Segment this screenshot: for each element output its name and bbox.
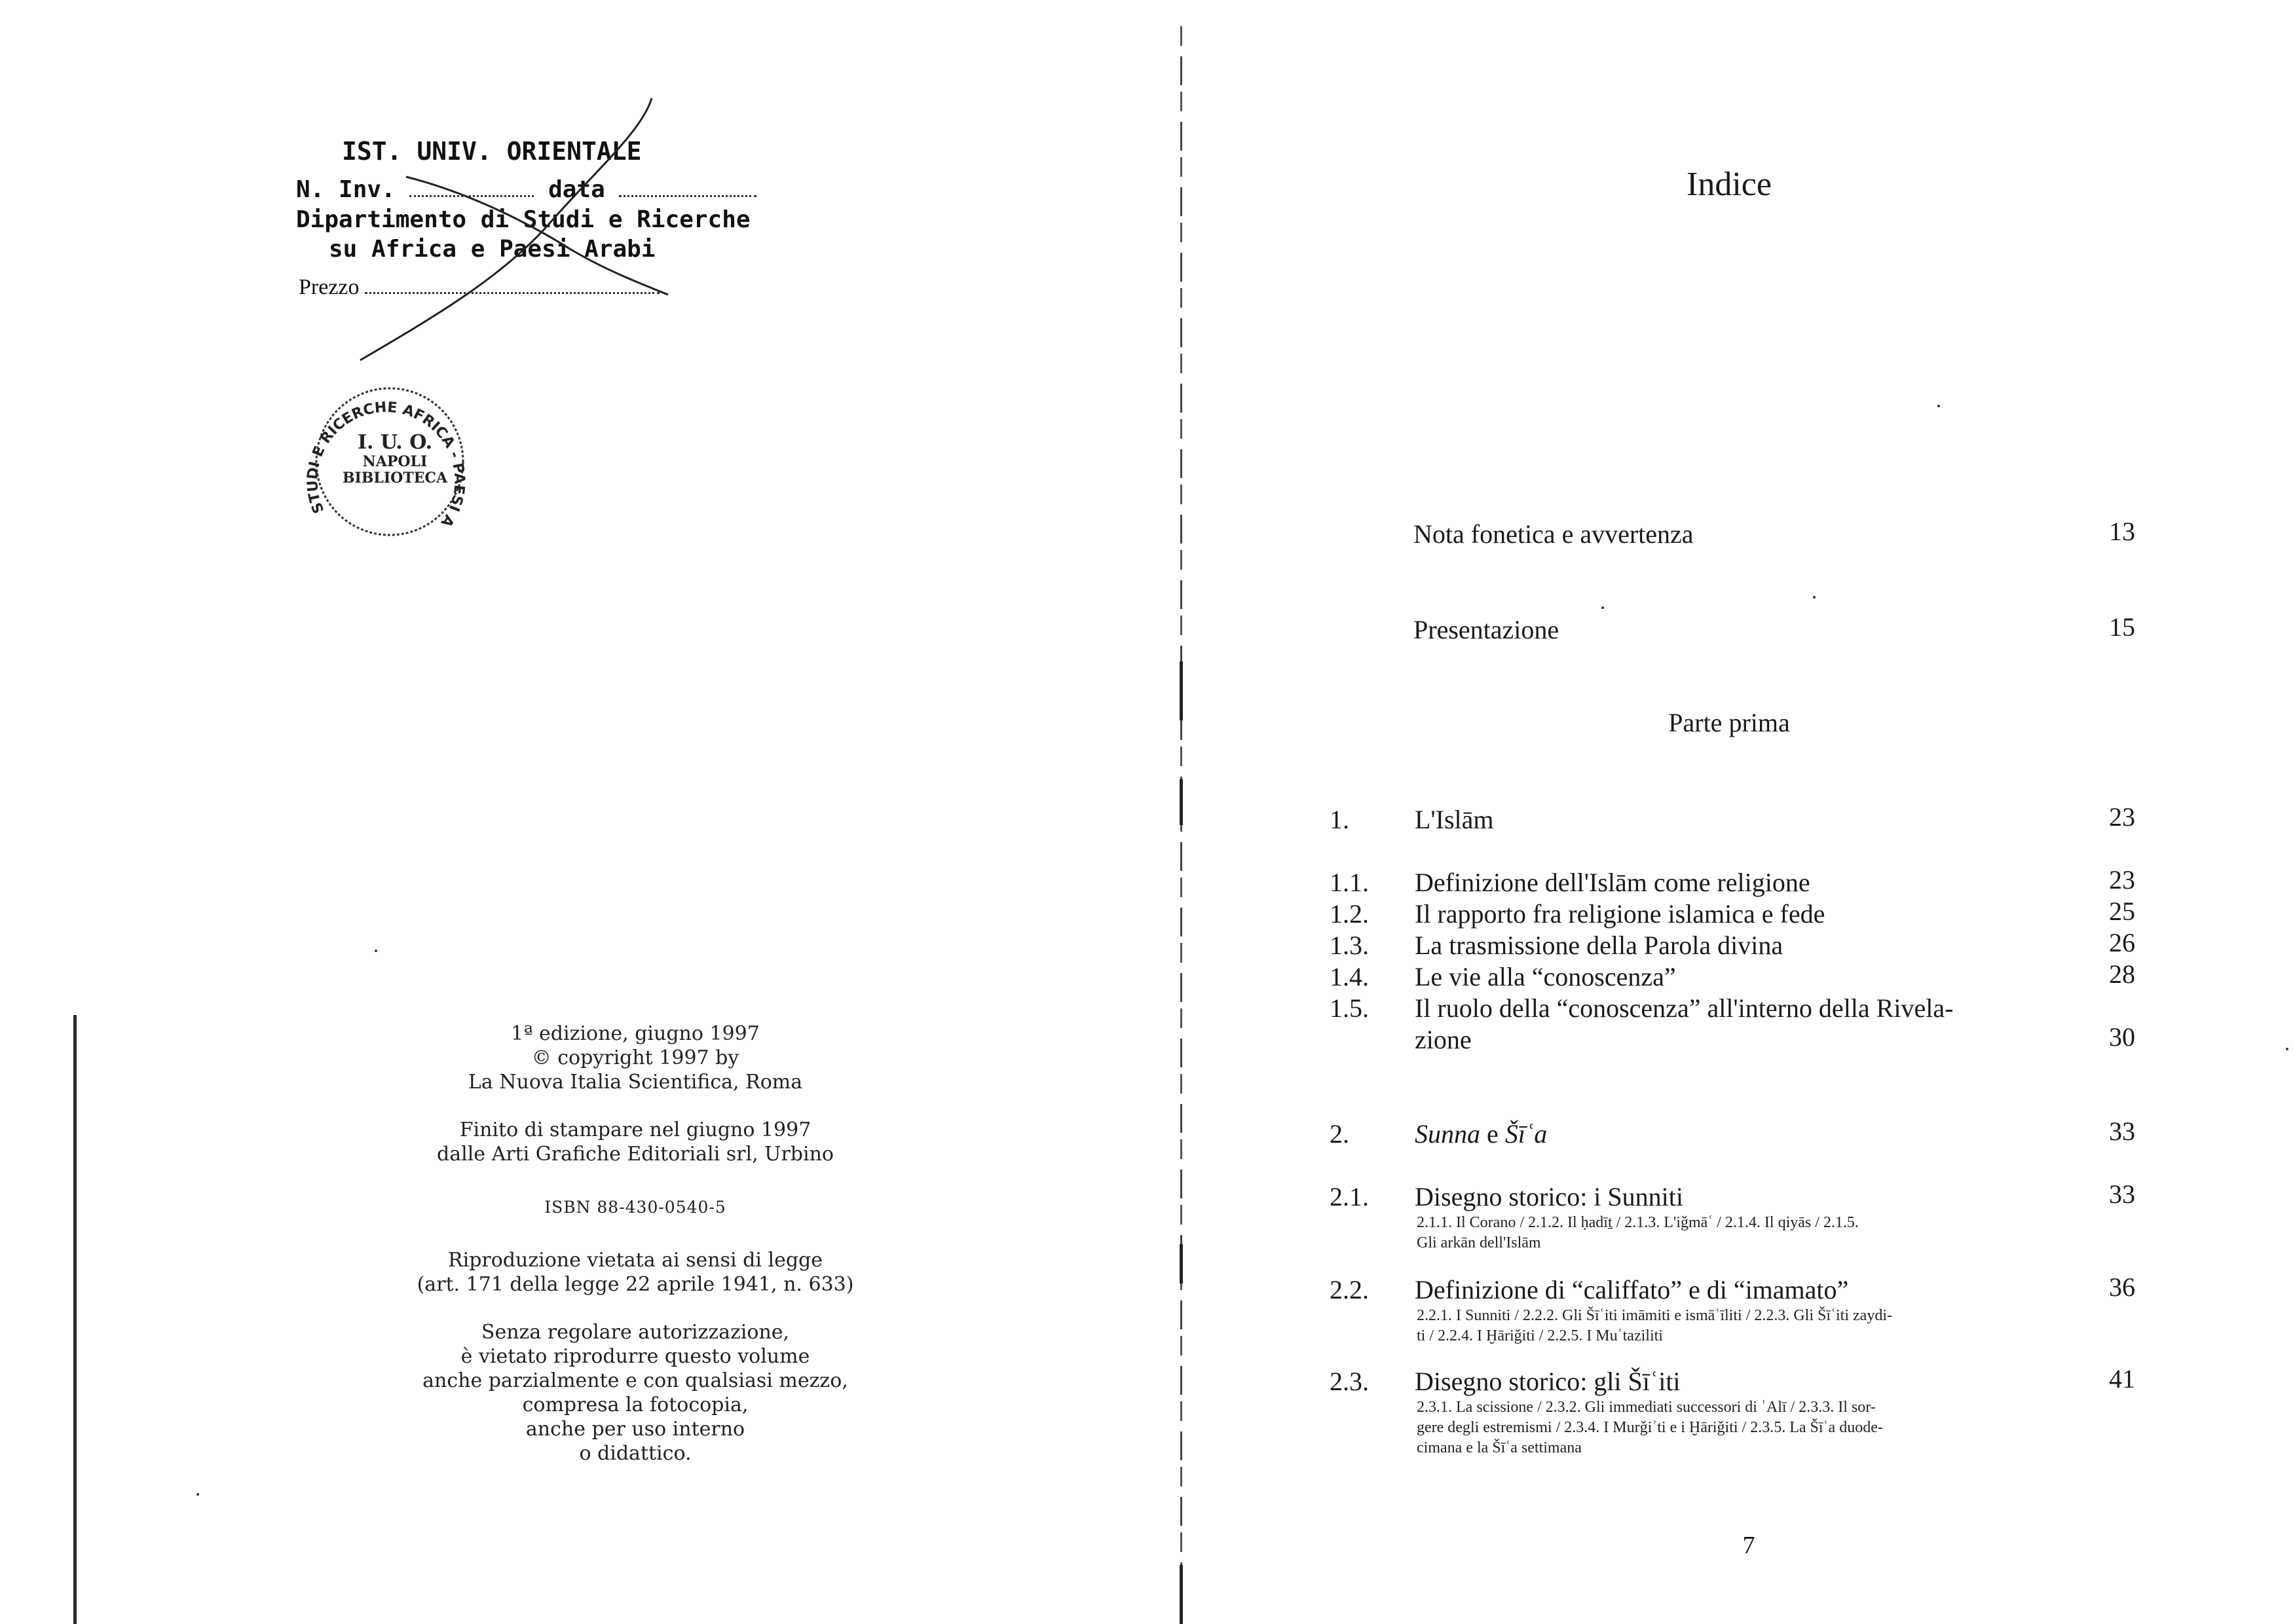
toc-entry-page: 15 (2109, 612, 2135, 642)
toc-entry-number: 2. (1330, 1119, 1349, 1149)
toc-entry-title: Il ruolo della “conoscenza” all'interno della Rivela- (1415, 993, 1954, 1023)
toc-entry-title: Definizione di “califfato” e di “imamato” (1415, 1275, 1849, 1304)
toc-entry-title: Definizione dell'Islām come religione (1415, 868, 1810, 897)
toc-entry-number: 1.4. (1330, 962, 1369, 991)
toc-entry-page: 36 (2109, 1272, 2135, 1302)
gutter-mark (1180, 1565, 1183, 1624)
scan-edge-shadow (73, 1015, 77, 1624)
part-title: Parte prima (1668, 708, 1790, 737)
toc-entry-title: Disegno storico: gli Šīʿiti (1415, 1367, 1681, 1396)
seal-arc-text: STUDI E RICERCHE AFRICA - PAESI A (305, 399, 468, 530)
notice-line-6: o didattico. (579, 1442, 692, 1465)
toc-subsections: 2.2.1. I Sunniti / 2.2.2. Gli Šīʿiti imāmiti e ismāʿīliti / 2.2.3. Gli Šīʿiti zaydi- (1417, 1307, 1892, 1324)
toc-subsections: cimana e la Šīʿa settimana (1417, 1439, 1582, 1456)
toc-entry-page: 33 (2109, 1116, 2135, 1146)
toc-entry-title: Il rapporto fra religione islamica e fede (1415, 899, 1825, 929)
stamp-data-label: data (548, 176, 605, 203)
gutter-mark (1180, 779, 1183, 825)
toc-entry-page: 30 (2109, 1022, 2135, 1052)
toc-entry-title-italic: Sunna (1415, 1119, 1480, 1149)
toc-entry-page: 26 (2109, 928, 2135, 957)
reproduction-line-2: (art. 171 della legge 22 aprile 1941, n. 633) (417, 1273, 854, 1296)
seal-line-2: NAPOLI (362, 453, 428, 470)
toc-entry-number: 1.2. (1330, 899, 1369, 929)
toc-entry-title: Presentazione (1413, 615, 1559, 644)
library-seal (298, 380, 488, 550)
toc-subsections: Gli arkān dell'Islām (1417, 1234, 1541, 1251)
page-gutter (1180, 26, 1182, 1624)
toc-entry-title: Disegno storico: i Sunniti (1415, 1182, 1683, 1211)
stamp-department-1: Dipartimento di Studi e Ricerche (296, 206, 751, 233)
scan-speck (1937, 405, 1940, 407)
toc-entry-title: Nota fonetica e avvertenza (1413, 519, 1694, 549)
stamp-institution: IST. UNIV. ORIENTALE (342, 137, 642, 166)
scan-speck (2286, 1048, 2288, 1050)
scan-speck (375, 950, 377, 952)
toc-entry-number: 2.2. (1330, 1275, 1369, 1304)
scan-speck (196, 1493, 199, 1496)
toc-title: Indice (1687, 166, 1772, 203)
scan-speck (1601, 606, 1604, 609)
printed-line-2: dalle Arti Grafiche Editoriali srl, Urbino (437, 1143, 834, 1166)
toc-entry-page: 41 (2109, 1364, 2135, 1393)
toc-entry-title-continued: zione (1415, 1025, 1472, 1054)
gutter-mark (1180, 1244, 1183, 1283)
notice-line-4: compresa la fotocopia, (522, 1393, 749, 1416)
toc-entry-number: 1. (1330, 805, 1349, 834)
notice-line-3: anche parzialmente e con qualsiasi mezzo, (422, 1369, 848, 1392)
toc-entry-page: 33 (2109, 1179, 2135, 1209)
library-stamp (288, 131, 751, 367)
stamp-department-2: su Africa e Paesi Arabi (329, 236, 656, 263)
toc-entry-title: Le vie alla “conoscenza” (1415, 962, 1676, 991)
toc-entry-page: 13 (2109, 517, 2135, 546)
toc-entry-number: 2.1. (1330, 1182, 1369, 1211)
toc-entry-number: 1.1. (1330, 868, 1369, 897)
notice-line-5: anche per uso interno (525, 1418, 745, 1441)
toc-entry-number: 1.3. (1330, 931, 1369, 960)
toc-entry-number: 2.3. (1330, 1367, 1369, 1396)
printed-line-1: Finito di stampare nel giugno 1997 (459, 1118, 812, 1141)
toc-subsections: 2.1.1. Il Corano / 2.1.2. Il ḥadīṯ / 2.1.3. L'iǧmāʿ / 2.1.4. Il qiyās / 2.1.5. (1417, 1214, 1859, 1231)
toc-subsections: ti / 2.2.4. I Ḫāriǧiti / 2.2.5. I Muʿtaziliti (1417, 1327, 1663, 1344)
seal-line-3: BIBLIOTECA (342, 470, 448, 487)
toc-entry-title (1415, 1121, 1547, 1147)
scan-speck (1813, 596, 1816, 599)
toc-entry-number: 1.5. (1330, 993, 1369, 1023)
toc-subsections: gere degli estremismi / 2.3.4. I Murǧiʾti e i Ḫāriǧiti / 2.3.5. La Šīʿa duode- (1417, 1419, 1883, 1436)
gutter-mark (1180, 661, 1183, 720)
copyright-line: © copyright 1997 by (531, 1046, 739, 1069)
publisher-line: La Nuova Italia Scientifica, Roma (468, 1071, 803, 1094)
toc-entry-page: 25 (2109, 896, 2135, 926)
stamp-inv-label: N. Inv. (296, 176, 396, 203)
reproduction-line-1: Riproduzione vietata ai sensi di legge (448, 1249, 823, 1272)
colophon (393, 1022, 878, 1466)
toc-entry-title-conjunction: e (1480, 1119, 1505, 1149)
page-number: 7 (1742, 1532, 1755, 1559)
isbn: ISBN 88-430-0540-5 (544, 1198, 726, 1217)
toc-entry-title: L'Islām (1415, 805, 1494, 834)
toc-entry-page: 23 (2109, 802, 2135, 832)
edition-line: 1ª edizione, giugno 1997 (511, 1022, 760, 1045)
toc-entry-title-italic: Šīʿa (1504, 1119, 1548, 1149)
stamp-cancel-cross (288, 92, 707, 367)
notice-line-2: è vietato riprodurre questo volume (460, 1345, 810, 1368)
stamp-price-label: Prezzo (299, 275, 360, 299)
toc-subsections: 2.3.1. La scissione / 2.3.2. Gli immediati successori di ʿAlī / 2.3.3. Il sor- (1417, 1399, 1876, 1416)
toc-entry-title: La trasmissione della Parola divina (1415, 931, 1783, 960)
toc-entry-page: 23 (2109, 865, 2135, 895)
notice-line-1: Senza regolare autorizzazione, (481, 1321, 790, 1344)
toc-entry-page: 28 (2109, 959, 2135, 989)
seal-line-1: I. U. O. (357, 431, 433, 454)
